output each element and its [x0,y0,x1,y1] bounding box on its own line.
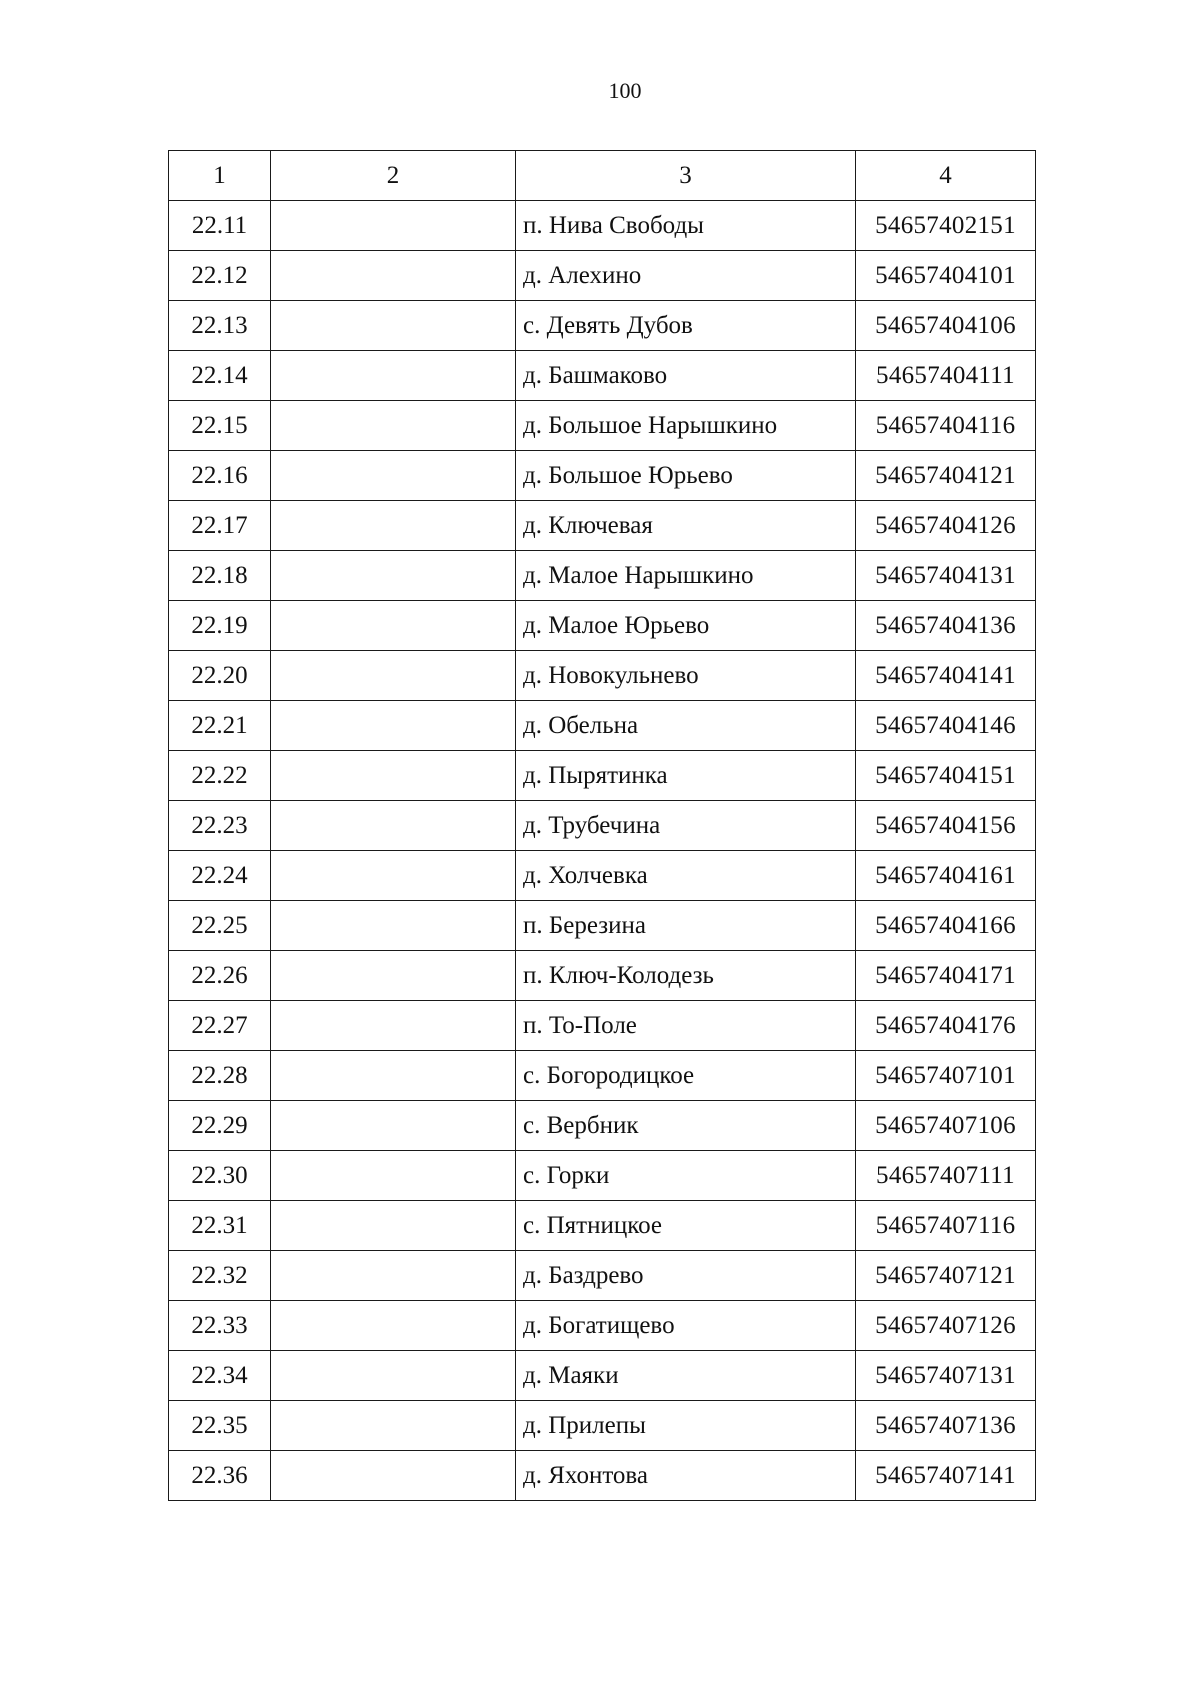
table-row [169,651,1036,701]
oktmo-code-cell: 54657402151 [856,201,1036,251]
row-number-cell: 22.19 [169,601,271,651]
oktmo-code-cell: 54657404176 [856,1001,1036,1051]
settlement-name-cell: с. Пятницкое [516,1201,856,1251]
settlement-name-cell: д. Ключевая [516,501,856,551]
oktmo-code-cell: 54657404156 [856,801,1036,851]
settlement-name-cell: д. Обельна [516,701,856,751]
column-2-cell [271,601,516,651]
settlement-name-cell: п. То-Поле [516,1001,856,1051]
table-row [169,951,1036,1001]
row-number-cell: 22.35 [169,1401,271,1451]
column-2-cell [271,1201,516,1251]
row-number-cell: 22.28 [169,1051,271,1101]
settlement-name-cell: д. Большое Юрьево [516,451,856,501]
row-number-cell: 22.24 [169,851,271,901]
table-row [169,1301,1036,1351]
column-2-cell [271,1251,516,1301]
table-row [169,201,1036,251]
oktmo-code-cell: 54657404161 [856,851,1036,901]
row-number-cell: 22.16 [169,451,271,501]
table-row [169,551,1036,601]
row-number-cell: 22.32 [169,1251,271,1301]
settlement-name-cell: д. Башмаково [516,351,856,401]
settlement-name-cell: п. Березина [516,901,856,951]
row-number-cell: 22.30 [169,1151,271,1201]
table-row [169,1151,1036,1201]
table-row [169,401,1036,451]
table-row [169,601,1036,651]
row-number-cell: 22.23 [169,801,271,851]
column-2-cell [271,251,516,301]
page-number: 100 [608,78,642,103]
row-number-cell: 22.12 [169,251,271,301]
column-2-cell [271,851,516,901]
settlement-name-cell: д. Алехино [516,251,856,301]
oktmo-code-cell: 54657407121 [856,1251,1036,1301]
table-row [169,1401,1036,1451]
settlement-name-cell: д. Маяки [516,1351,856,1401]
settlement-name-cell: д. Баздрево [516,1251,856,1301]
oktmo-code-cell: 54657404126 [856,501,1036,551]
table-row [169,1101,1036,1151]
oktmo-code-cell: 54657404146 [856,701,1036,751]
row-number-cell: 22.22 [169,751,271,801]
oktmo-code-cell: 54657407116 [856,1201,1036,1251]
table-row [169,851,1036,901]
oktmo-code-cell: 54657404116 [856,401,1036,451]
table-row [169,351,1036,401]
table-row [169,1201,1036,1251]
row-number-cell: 22.18 [169,551,271,601]
oktmo-code-cell: 54657404136 [856,601,1036,651]
oktmo-code-cell: 54657404106 [856,301,1036,351]
settlement-name-cell: д. Холчевка [516,851,856,901]
row-number-cell: 22.17 [169,501,271,551]
table-row [169,451,1036,501]
oktmo-code-cell: 54657407141 [856,1451,1036,1501]
row-number-cell: 22.25 [169,901,271,951]
column-2-cell [271,1401,516,1451]
column-2-cell [271,1001,516,1051]
row-number-cell: 22.14 [169,351,271,401]
oktmo-code-cell: 54657407101 [856,1051,1036,1101]
column-2-cell [271,1101,516,1151]
table-row [169,701,1036,751]
oktmo-code-cell: 54657404151 [856,751,1036,801]
settlement-name-cell: д. Богатищево [516,1301,856,1351]
oktmo-code-cell: 54657404166 [856,901,1036,951]
oktmo-code-cell: 54657404111 [856,351,1036,401]
oktmo-code-cell: 54657404101 [856,251,1036,301]
row-number-cell: 22.31 [169,1201,271,1251]
table-row [169,901,1036,951]
column-2-cell [271,1301,516,1351]
column-2-cell [271,301,516,351]
oktmo-code-cell: 54657407136 [856,1401,1036,1451]
table-row [169,1001,1036,1051]
settlement-name-cell: д. Яхонтова [516,1451,856,1501]
row-number-cell: 22.20 [169,651,271,701]
column-2-cell [271,1051,516,1101]
settlement-name-cell: д. Малое Нарышкино [516,551,856,601]
table-row [169,751,1036,801]
column-2-cell [271,701,516,751]
table-row [169,501,1036,551]
settlement-name-cell: д. Пырятинка [516,751,856,801]
column-2-cell [271,401,516,451]
settlements-table [168,150,1036,1501]
settlement-name-cell: п. Ключ-Колодезь [516,951,856,1001]
settlement-name-cell: д. Большое Нарышкино [516,401,856,451]
row-number-cell: 22.34 [169,1351,271,1401]
oktmo-code-cell: 54657404121 [856,451,1036,501]
table-row [169,301,1036,351]
settlement-name-cell: п. Нива Свободы [516,201,856,251]
column-header-1: 1 [169,151,271,201]
row-number-cell: 22.27 [169,1001,271,1051]
settlement-name-cell: с. Горки [516,1151,856,1201]
row-number-cell: 22.11 [169,201,271,251]
settlement-name-cell: д. Новокульнево [516,651,856,701]
table-row [169,1051,1036,1101]
column-header-3: 3 [516,151,856,201]
table-row [169,1351,1036,1401]
column-2-cell [271,951,516,1001]
oktmo-code-cell: 54657407106 [856,1101,1036,1151]
oktmo-code-cell: 54657404171 [856,951,1036,1001]
column-2-cell [271,201,516,251]
column-2-cell [271,651,516,701]
settlement-name-cell: д. Трубечина [516,801,856,851]
row-number-cell: 22.29 [169,1101,271,1151]
column-2-cell [271,451,516,501]
column-2-cell [271,551,516,601]
column-2-cell [271,1151,516,1201]
column-2-cell [271,1351,516,1401]
row-number-cell: 22.26 [169,951,271,1001]
table-row [169,1251,1036,1301]
row-number-cell: 22.13 [169,301,271,351]
oktmo-code-cell: 54657407126 [856,1301,1036,1351]
oktmo-code-cell: 54657404141 [856,651,1036,701]
settlement-name-cell: д. Прилепы [516,1401,856,1451]
settlement-name-cell: с. Богородицкое [516,1051,856,1101]
column-2-cell [271,901,516,951]
oktmo-code-cell: 54657407131 [856,1351,1036,1401]
settlement-name-cell: д. Малое Юрьево [516,601,856,651]
row-number-cell: 22.36 [169,1451,271,1501]
table-row [169,801,1036,851]
table-body [169,201,1036,1501]
settlement-name-cell: с. Вербник [516,1101,856,1151]
row-number-cell: 22.15 [169,401,271,451]
table-row [169,1451,1036,1501]
column-2-cell [271,751,516,801]
oktmo-code-cell: 54657404131 [856,551,1036,601]
column-header-4: 4 [856,151,1036,201]
column-2-cell [271,801,516,851]
column-2-cell [271,501,516,551]
column-2-cell [271,1451,516,1501]
oktmo-code-cell: 54657407111 [856,1151,1036,1201]
table-row [169,251,1036,301]
settlement-name-cell: с. Девять Дубов [516,301,856,351]
row-number-cell: 22.33 [169,1301,271,1351]
row-number-cell: 22.21 [169,701,271,751]
table-header-row [169,151,1036,201]
column-2-cell [271,351,516,401]
column-header-2: 2 [271,151,516,201]
